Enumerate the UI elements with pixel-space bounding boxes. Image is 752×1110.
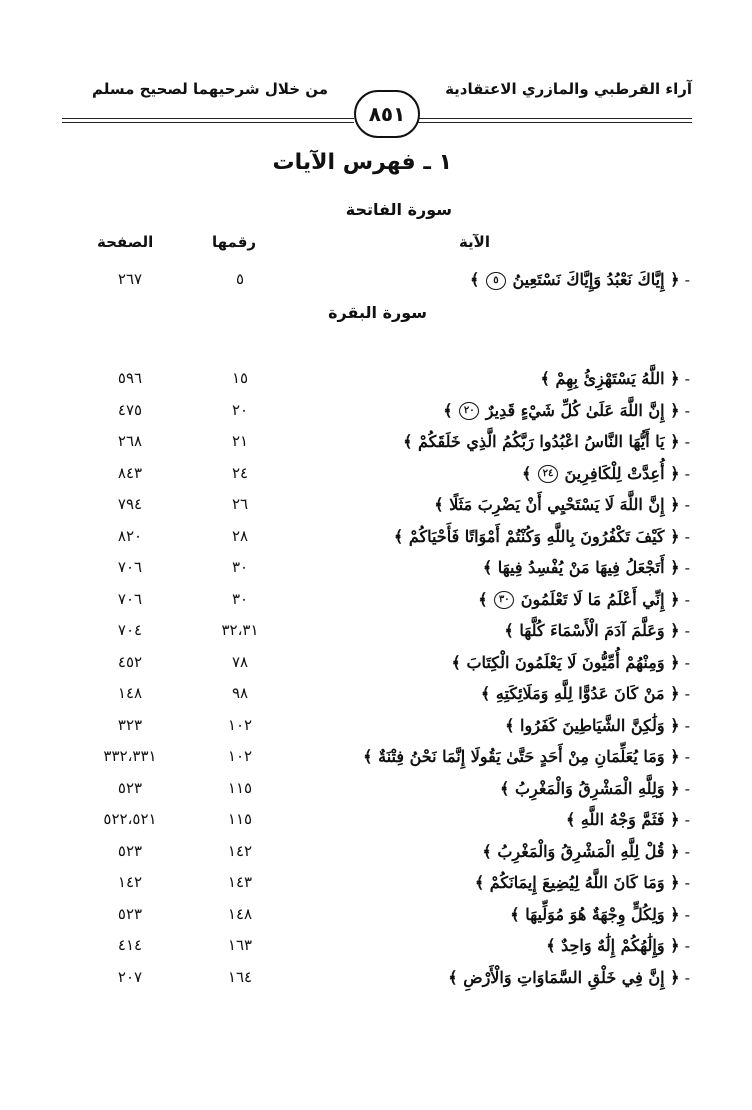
ayah-number: ٧٨	[231, 652, 249, 671]
page-reference: ٧٠٦	[117, 558, 143, 576]
ornate-bracket-open: ﴿	[664, 873, 680, 892]
ornate-bracket-close: ﴾	[482, 558, 498, 577]
ornate-bracket-open: ﴿	[664, 684, 680, 703]
verse-text	[452, 653, 690, 672]
ornate-bracket-open: ﴿	[664, 652, 680, 672]
ornate-bracket-open: ﴿	[664, 369, 680, 388]
ornate-bracket-close: ﴾	[363, 747, 379, 766]
verse-text	[394, 527, 690, 546]
ornate-bracket-open: ﴿	[664, 967, 680, 987]
ornate-bracket-close: ﴾	[546, 936, 562, 955]
ornate-bracket-close: ﴾	[451, 652, 467, 672]
verse-text	[443, 401, 690, 421]
index-row	[0, 747, 752, 777]
page-reference: ٢٠٧	[117, 967, 143, 986]
verse-words: أُعِدَّتْ لِلْكَافِرِينَ	[564, 463, 665, 483]
verse-words: يَا أَيُّهَا النَّاسُ اعْبُدُوا رَبَّكُمُ الَّذِي خَلَقَكُمْ	[418, 432, 665, 451]
ornate-bracket-close: ﴾	[434, 495, 450, 514]
verse-text	[363, 747, 690, 766]
verse-text	[546, 936, 690, 955]
ornate-bracket-open: ﴿	[664, 589, 680, 609]
page-reference: ٤٥٢	[117, 652, 143, 671]
index-row	[0, 495, 752, 525]
verse-words: وَلَٰكِنَّ الشَّيَاطِينَ كَفَرُوا	[520, 715, 665, 735]
ayah-number: ١١٥	[227, 778, 253, 797]
index-row	[0, 684, 752, 714]
page-reference: ٨٤٣	[117, 463, 143, 482]
page-reference: ٧٠٤	[117, 621, 143, 639]
verse-text	[448, 968, 690, 987]
ornate-bracket-open: ﴿	[664, 621, 680, 640]
ornate-bracket-close: ﴾	[505, 715, 521, 735]
ornate-bracket-close: ﴾	[443, 400, 459, 420]
verse-words: وَلِلَّهِ الْمَشْرِقُ وَالْمَغْرِبُ	[514, 778, 665, 798]
row-dash: -	[679, 495, 690, 514]
row-dash: -	[679, 526, 690, 546]
verse-text	[510, 905, 690, 924]
ornate-bracket-open: ﴿	[664, 432, 680, 451]
index-title: ١ ـ فهرس الآيات	[272, 150, 452, 175]
ornate-bracket-close: ﴾	[540, 369, 556, 388]
ornate-bracket-close: ﴾	[522, 463, 537, 483]
ayah-end-marker: ٢٠	[459, 402, 479, 420]
row-dash: -	[679, 589, 690, 609]
ayah-number: ١١٥	[227, 810, 253, 828]
ornate-bracket-open: ﴿	[664, 270, 680, 289]
ayah-number: ٢٦	[231, 495, 249, 513]
ayah-number: ٢٨	[231, 526, 249, 545]
ayah-number: ١٤٨	[227, 904, 253, 923]
surah-heading-fatiha: سورة الفاتحة	[345, 200, 452, 219]
ornate-bracket-close: ﴾	[482, 841, 498, 861]
verse-words: أَتَجْعَلُ فِيهَا مَنْ يُفْسِدُ فِيهَا	[497, 558, 665, 577]
column-header-ayah-number: رقمها	[212, 233, 257, 251]
index-row	[0, 270, 752, 300]
row-dash: -	[679, 873, 690, 892]
index-row	[0, 873, 752, 903]
ornate-bracket-open: ﴿	[664, 463, 680, 483]
header-rule-left	[62, 118, 354, 119]
verse-text	[566, 810, 690, 829]
ornate-bracket-open: ﴿	[664, 558, 680, 577]
index-row	[0, 968, 752, 998]
header-rule-right	[416, 118, 692, 119]
ayah-number: ٥	[235, 270, 245, 288]
page-reference: ٥٢٣	[117, 778, 143, 797]
verse-text	[481, 684, 690, 703]
verse-text	[470, 270, 690, 290]
verse-text	[434, 495, 690, 514]
ornate-bracket-open: ﴿	[664, 715, 680, 735]
ayah-number: ١٠٢	[227, 715, 253, 734]
ayah-number: ١٤٣	[227, 873, 253, 891]
verse-text	[500, 779, 690, 798]
row-dash: -	[679, 684, 690, 703]
row-dash: -	[679, 936, 690, 955]
index-row	[0, 432, 752, 462]
index-row	[0, 401, 752, 431]
verse-words: إِنَّ اللَّهَ عَلَىٰ كُلِّ شَيْءٍ قَدِيرٌ	[485, 400, 665, 420]
page-reference: ٤٧٥	[117, 400, 143, 419]
ayah-number: ١٥	[231, 369, 249, 387]
page-reference: ١٤٢	[117, 873, 143, 891]
page-reference: ٤١٤	[117, 936, 143, 954]
column-header-page: الصفحة	[97, 233, 154, 251]
verse-text	[478, 590, 690, 610]
verse-words: إِنَّ فِي خَلْقِ السَّمَاوَاتِ وَالْأَرْضِ	[463, 967, 665, 987]
verse-text	[475, 873, 690, 892]
row-dash: -	[679, 715, 690, 735]
row-dash: -	[679, 432, 690, 451]
index-row	[0, 653, 752, 683]
ayah-number: ٩٨	[231, 684, 249, 702]
verse-words: قُلْ لِلَّهِ الْمَشْرِقُ وَالْمَغْرِبُ	[497, 841, 665, 861]
ornate-bracket-open: ﴿	[664, 495, 680, 514]
index-row	[0, 527, 752, 557]
index-row	[0, 464, 752, 494]
index-row	[0, 590, 752, 620]
verse-text	[504, 621, 690, 640]
ornate-bracket-close: ﴾	[504, 621, 520, 640]
verse-words: مَنْ كَانَ عَدُوًّا لِلَّهِ وَمَلَائِكَتِهِ	[495, 684, 665, 703]
ornate-bracket-close: ﴾	[474, 873, 490, 892]
ornate-bracket-open: ﴿	[664, 400, 680, 420]
page-reference: ٧٠٦	[117, 589, 143, 608]
ornate-bracket-open: ﴿	[664, 778, 680, 798]
ayah-number: ١٦٤	[227, 967, 253, 986]
verse-words: فَثَمَّ وَجْهُ اللَّهِ	[580, 810, 665, 829]
ayah-number: ٢١	[231, 432, 249, 450]
row-dash: -	[679, 904, 690, 924]
page-number: ٨٥١	[354, 90, 420, 138]
row-dash: -	[679, 558, 690, 577]
page-reference: ١٤٨	[117, 684, 143, 702]
ayah-number: ٢٠	[231, 400, 249, 419]
page-reference: ٧٩٤	[117, 495, 143, 513]
ornate-bracket-close: ﴾	[403, 432, 419, 451]
ornate-bracket-open: ﴿	[664, 904, 680, 924]
ornate-bracket-open: ﴿	[664, 810, 680, 829]
row-dash: -	[679, 841, 690, 861]
running-header-subtitle: من خلال شرحيهما لصحيح مسلم	[92, 80, 329, 98]
ornate-bracket-open: ﴿	[664, 747, 680, 766]
index-row	[0, 905, 752, 935]
verse-words: إِنِّي أَعْلَمُ مَا لَا تَعْلَمُونَ	[520, 589, 665, 609]
page-reference: ٥٢٣	[117, 841, 143, 860]
ayah-end-marker: ٣٠	[494, 591, 514, 609]
header-rule-right-thin	[416, 122, 692, 123]
ayah-number: ١٦٣	[227, 936, 253, 954]
verse-text	[541, 369, 691, 388]
row-dash: -	[679, 463, 690, 483]
verse-words: وَلِكُلٍّ وِجْهَةٌ هُوَ مُوَلِّيهَا	[525, 904, 665, 924]
ornate-bracket-close: ﴾	[499, 778, 515, 798]
ayah-number: ١٠٢	[227, 747, 253, 765]
page-reference: ٣٣٢،٣٣١	[103, 747, 157, 765]
verse-text	[483, 558, 690, 577]
page-reference: ٥٩٦	[117, 369, 143, 387]
verse-words: وَإِلَٰهُكُمْ إِلَٰهٌ وَاحِدٌ	[561, 936, 665, 955]
ornate-bracket-close: ﴾	[393, 526, 409, 546]
row-dash: -	[679, 810, 690, 829]
ayah-number: ٢٤	[231, 463, 249, 482]
ayah-number: ٣٠	[231, 558, 249, 576]
header-rule-left-thin	[62, 122, 354, 123]
ornate-bracket-close: ﴾	[469, 270, 485, 289]
verse-text	[403, 432, 690, 451]
page-reference: ٢٦٧	[117, 270, 143, 288]
verse-words: اللَّهُ يَسْتَهْزِئُ بِهِمْ	[555, 369, 665, 388]
verse-text	[482, 842, 690, 861]
page-reference: ٥٢٢،٥٢١	[103, 810, 157, 828]
verse-words: وَعَلَّمَ آدَمَ الْأَسْمَاءَ كُلَّهَا	[519, 621, 665, 640]
verse-words: كَيْفَ تَكْفُرُونَ بِاللَّهِ وَكُنْتُمْ أَمْوَاتًا فَأَحْيَاكُمْ	[408, 526, 665, 546]
ayah-end-marker: ٥	[486, 272, 506, 290]
row-dash: -	[679, 747, 690, 766]
page-reference: ٥٢٣	[117, 904, 143, 923]
index-row	[0, 842, 752, 872]
index-row	[0, 558, 752, 588]
row-dash: -	[679, 369, 690, 388]
ayah-number: ١٤٢	[227, 841, 253, 860]
verse-text	[505, 716, 690, 735]
page-reference: ٣٢٣	[117, 715, 143, 734]
ornate-bracket-close: ﴾	[480, 684, 496, 703]
index-row	[0, 369, 752, 399]
row-dash: -	[679, 778, 690, 798]
row-dash: -	[679, 400, 690, 420]
verse-words: وَمَا كَانَ اللَّهُ لِيُضِيعَ إِيمَانَكُمْ	[489, 873, 665, 892]
ayah-end-marker: ٢٤	[538, 465, 558, 483]
ornate-bracket-close: ﴾	[478, 589, 494, 609]
ornate-bracket-open: ﴿	[664, 936, 680, 955]
index-row	[0, 621, 752, 651]
ornate-bracket-close: ﴾	[448, 967, 464, 987]
ornate-bracket-open: ﴿	[664, 526, 680, 546]
index-row	[0, 779, 752, 809]
index-row	[0, 716, 752, 746]
verse-words: إِنَّ اللَّهَ لَا يَسْتَحْيِي أَنْ يَضْرِبَ مَثَلًا	[449, 495, 665, 514]
ornate-bracket-close: ﴾	[565, 810, 581, 829]
row-dash: -	[679, 652, 690, 672]
row-dash: -	[679, 967, 690, 987]
verse-words: إِيَّاكَ نَعْبُدُ وَإِيَّاكَ نَسْتَعِينُ	[512, 270, 665, 289]
ayah-number: ٣٢،٣١	[221, 621, 259, 639]
column-header-verse: الآية	[458, 233, 490, 251]
surah-heading-baqarah: سورة البقرة	[328, 303, 427, 322]
verse-text	[522, 464, 690, 484]
verse-words: وَمَا يُعَلِّمَانِ مِنْ أَحَدٍ حَتَّىٰ يَقُولَا إِنَّمَا نَحْنُ فِتْنَةٌ	[378, 747, 665, 766]
index-row	[0, 810, 752, 840]
verse-words: وَمِنْهُمْ أُمِّيُّونَ لَا يَعْلَمُونَ الْكِتَابَ	[466, 652, 665, 672]
page-reference: ٨٢٠	[117, 526, 143, 545]
ayah-number: ٣٠	[231, 589, 249, 608]
page-reference: ٢٦٨	[117, 432, 143, 450]
index-row	[0, 936, 752, 966]
ornate-bracket-close: ﴾	[510, 904, 526, 924]
row-dash: -	[679, 270, 690, 289]
running-header-title: آراء القرطبي والمازري الاعتقادية	[445, 80, 692, 98]
row-dash: -	[679, 621, 690, 640]
ornate-bracket-open: ﴿	[664, 841, 680, 861]
